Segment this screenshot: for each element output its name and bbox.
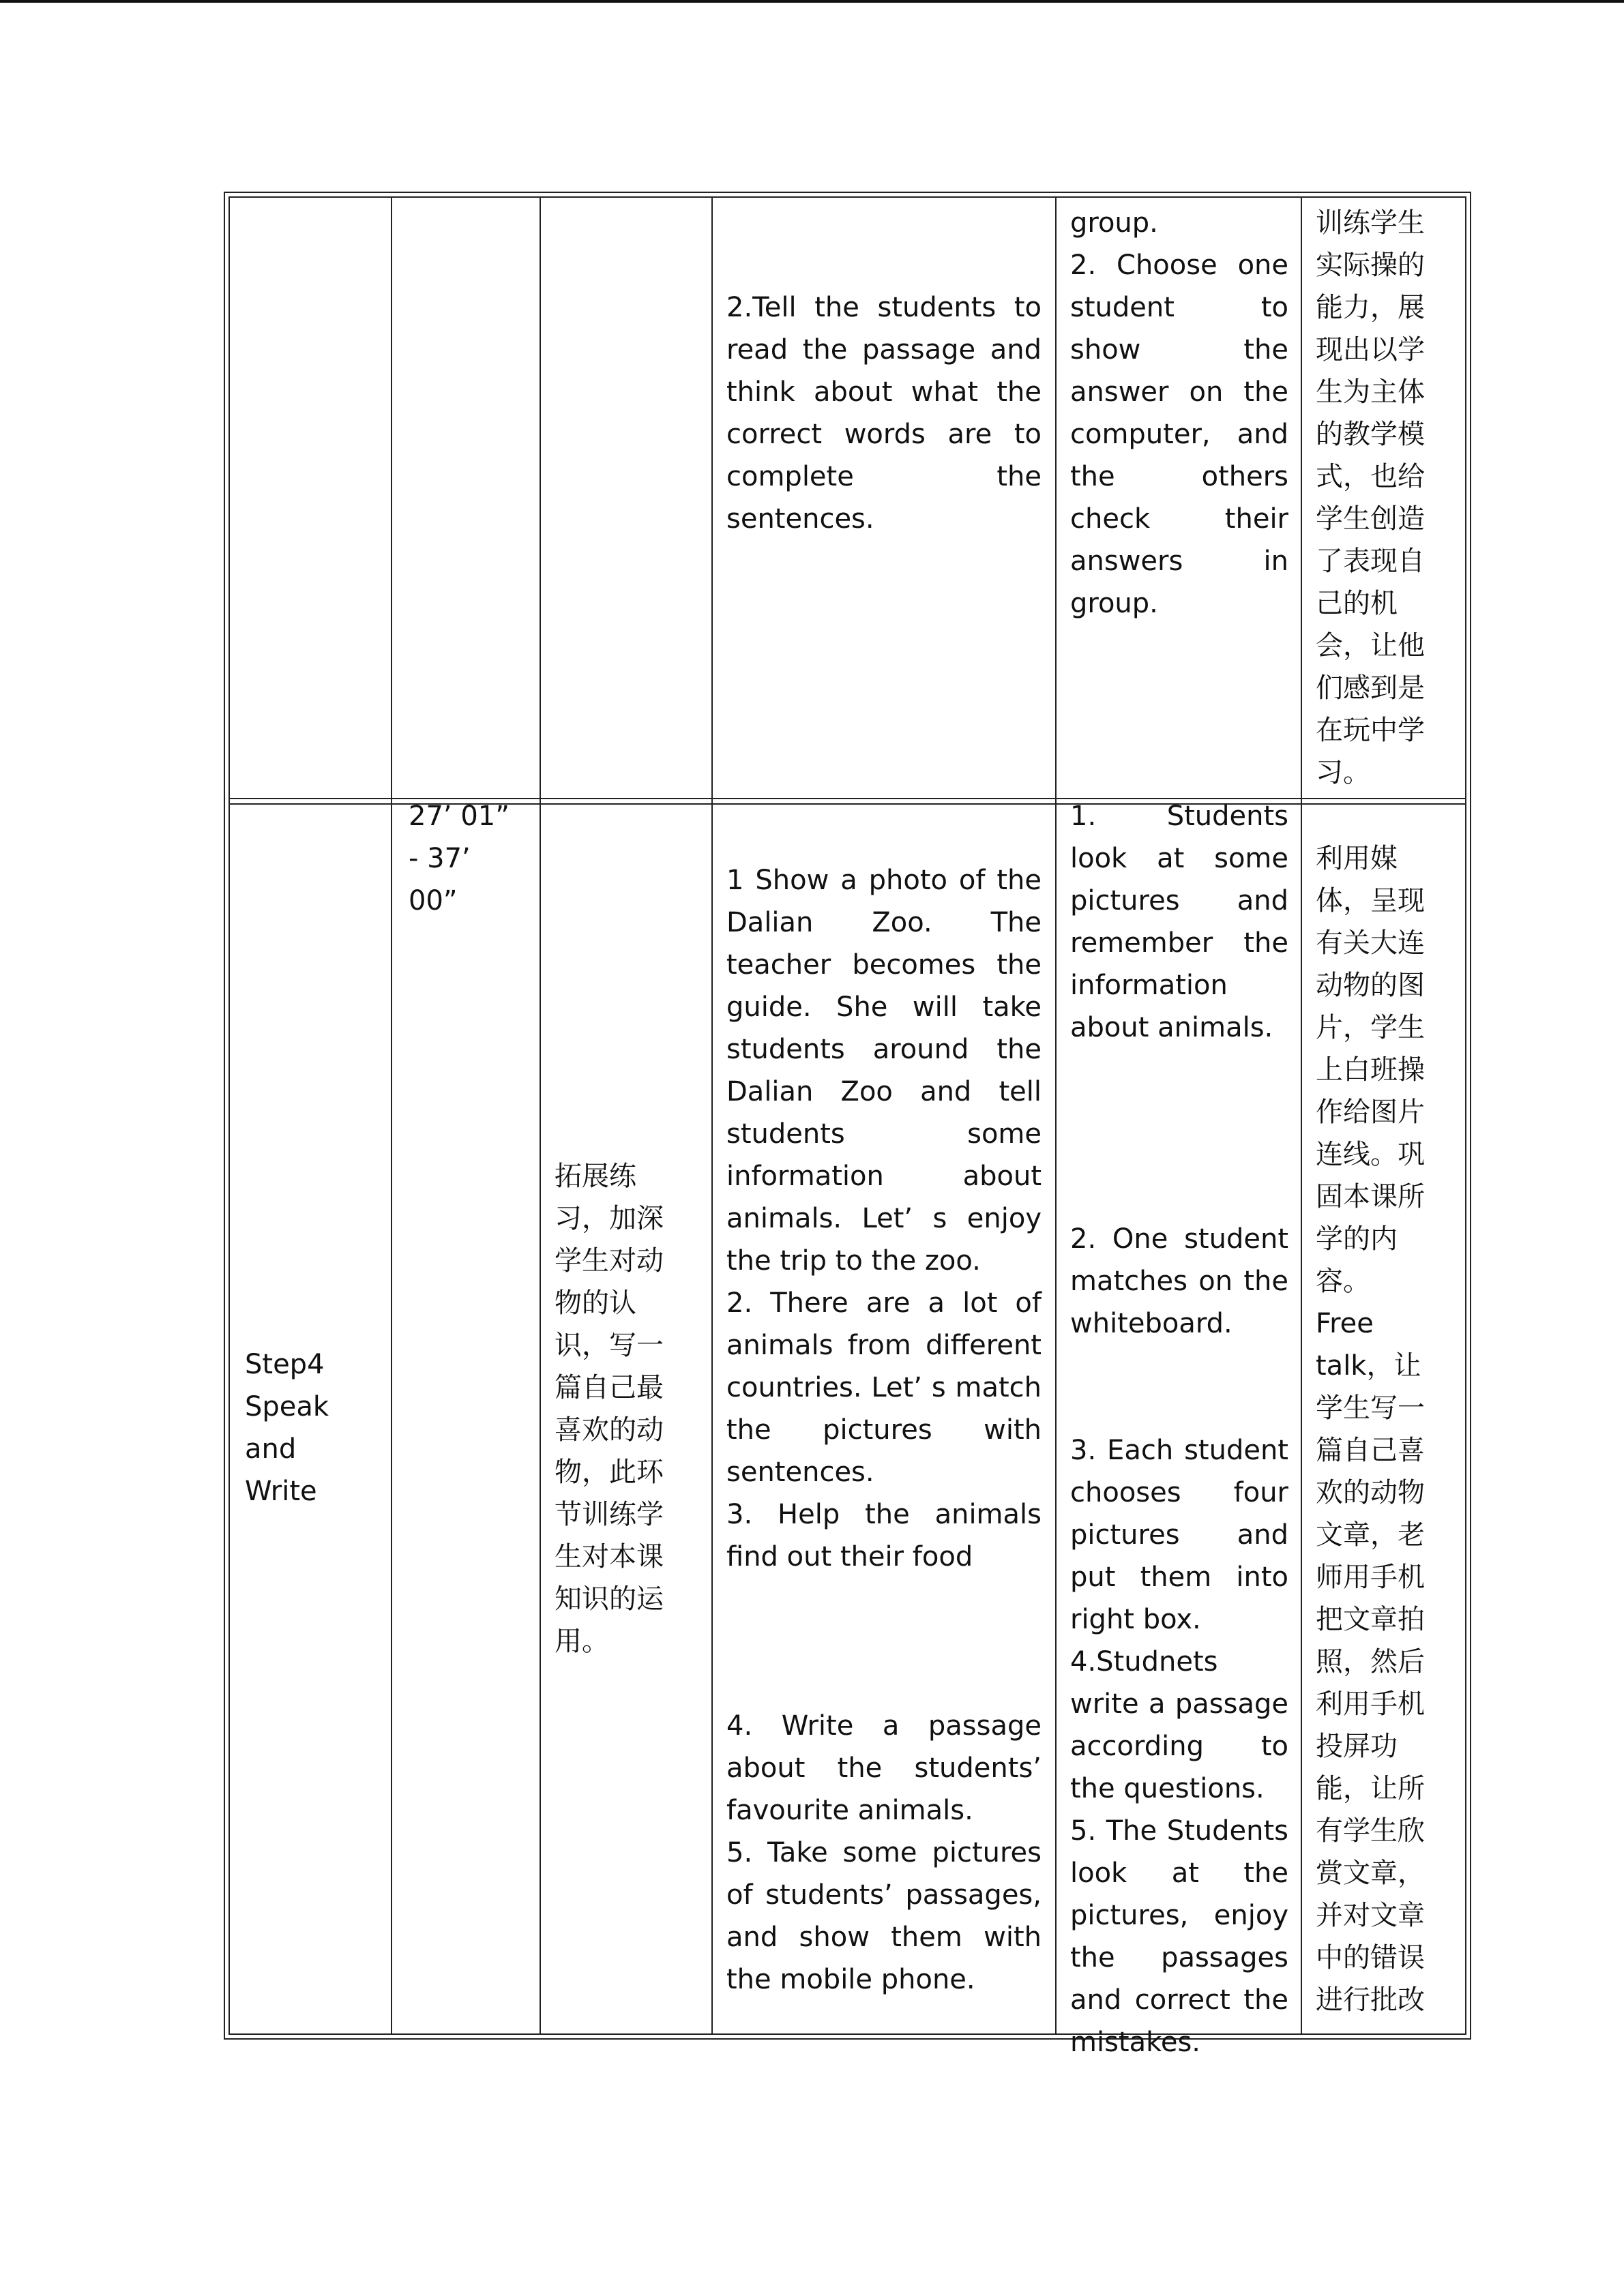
row2-student-step-1: 1. Students look at some pictures and remember the information about animals. bbox=[1070, 801, 1288, 1043]
row2-teacher-step-5: 5. Take some pictures of students’ passages, and show them with the mobile phone. bbox=[726, 1837, 1042, 1995]
column-separator-3 bbox=[711, 198, 713, 2033]
row2-student-step-5: 5. The Students look at the pictures, enjoy the passages and correct the mistakes. bbox=[1070, 1815, 1288, 2058]
row2-teacher-step-1: 1 Show a photo of the Dalian Zoo. The teacher becomes the guide. She will take students around the Dalian Zoo and tell students some information about animals. Let’ s enjoy the trip to the zoo. bbox=[726, 865, 1042, 1277]
row1-student-activity-text: group. 2. Choose one student to show the answer on the computer, and the others check their answers in group. bbox=[1070, 207, 1288, 619]
row2-design-intent-text-1: 利用媒体，呈现有关大连动物的图片，学生上白班操作给图片连线。巩固本课所学的内容。 bbox=[1316, 843, 1425, 1297]
top-border-line bbox=[0, 0, 1624, 3]
row1-student-activity bbox=[1070, 202, 1288, 625]
row2-teacher-activity bbox=[726, 859, 1042, 2001]
row2-teacher-step-3: 3. Help the animals find out their food bbox=[726, 1499, 1042, 1572]
row2-design-intent-text-2: Free talk，让学生写一篇自己喜欢的动物文章，老师用手机把文章拍照，然后利用手机投屏功能，让所有学生欣赏文章，并对文章中的错误进行批改 bbox=[1316, 1308, 1425, 2016]
row2-step-text: Step4 Speak and Write bbox=[245, 1349, 329, 1507]
row2-goal bbox=[555, 1155, 677, 1663]
column-separator-2 bbox=[540, 198, 541, 2033]
column-separator-4 bbox=[1055, 198, 1057, 2033]
row2-student-step-2: 2. One student matches on the whiteboard. bbox=[1070, 1223, 1288, 1339]
row2-time bbox=[409, 795, 531, 922]
row1-design-intent bbox=[1316, 202, 1433, 794]
column-separator-5 bbox=[1301, 198, 1302, 2033]
row2-student-activity bbox=[1070, 795, 1288, 2063]
row1-teacher-activity-text: 2.Tell the students to read the passage and think about what the correct words are to complete the sentences. bbox=[726, 292, 1042, 535]
row2-teacher-step-4: 4. Write a passage about the students’ favourite animals. bbox=[726, 1710, 1042, 1826]
row2-design-intent bbox=[1316, 837, 1445, 2021]
column-separator-1 bbox=[391, 198, 392, 2033]
row2-student-step-3: 3. Each student chooses four pictures and put them into right box. bbox=[1070, 1435, 1288, 1635]
row2-time-text: 27’ 01” - 37’ 00” bbox=[409, 801, 510, 916]
row2-step bbox=[245, 1343, 388, 1512]
row2-goal-text: 拓展练习，加深学生对动物的认识，写一篇自己最喜欢的动物，此环节训练学生对本课知识的运用。 bbox=[555, 1161, 664, 1657]
lesson-plan-table bbox=[228, 196, 1466, 2058]
row2-student-step-4: 4.Studnets write a passage according to the questions. bbox=[1070, 1646, 1288, 1804]
row1-design-intent-text: 训练学生实际操的能力，展现出以学生为主体的教学模式，也给学生创造了表现自己的机会，让他们感到是在玩中学习。 bbox=[1316, 207, 1425, 788]
row2-teacher-step-2: 2. There are a lot of animals from different countries. Let’ s match the pictures with sentences. bbox=[726, 1287, 1042, 1488]
row1-teacher-activity bbox=[726, 286, 1042, 540]
